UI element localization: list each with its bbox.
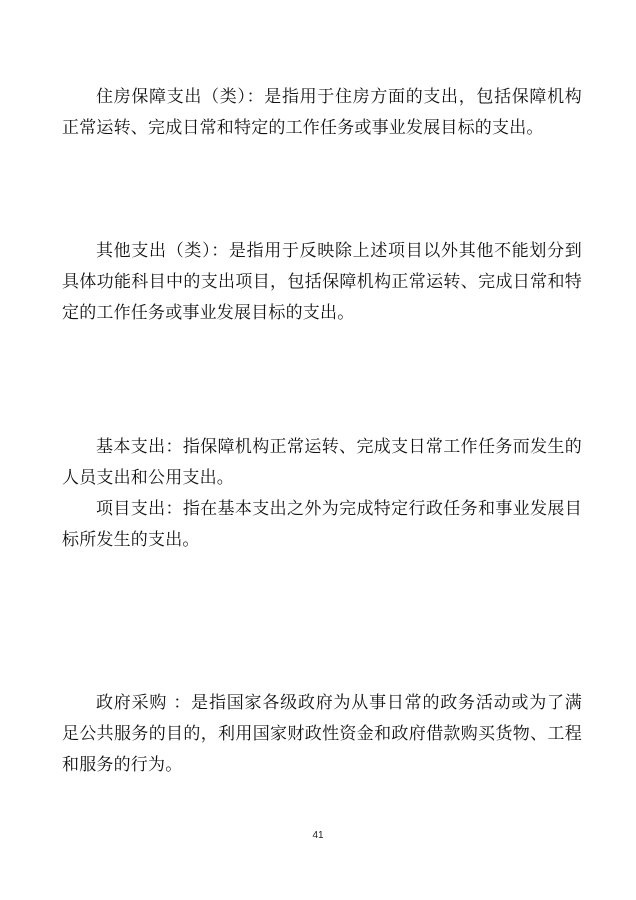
definition-government-procurement: 政府采购 ：是指国家各级政府为从事日常的政务活动或为了满足公共服务的目的，利用国家财政性资金和政府借款购买货物、工程和服务的行为。 (62, 693, 582, 775)
definition-project-expenditure: 项目支出：指在基本支出之外为完成特定行政任务和事业发展目标所发生的支出。 (62, 499, 582, 550)
definition-housing-security-expenditure: 住房保障支出（类）：是指用于住房方面的支出，包括保障机构正常运转、完成日常和特定的工作任务或事业发展目标的支出。 (62, 87, 582, 138)
definition-basic-expenditure: 基本支出：指保障机构正常运转、完成支日常工作任务而发生的人员支出和公用支出。 (62, 437, 582, 488)
definition-other-expenditure: 其他支出（类）：是指用于反映除上述项目以外其他不能划分到具体功能科目中的支出项目，包括保障机构正常运转、完成日常和特定的工作任务或事业发展目标的支出。 (62, 241, 582, 323)
page-number: 41 (312, 830, 324, 841)
